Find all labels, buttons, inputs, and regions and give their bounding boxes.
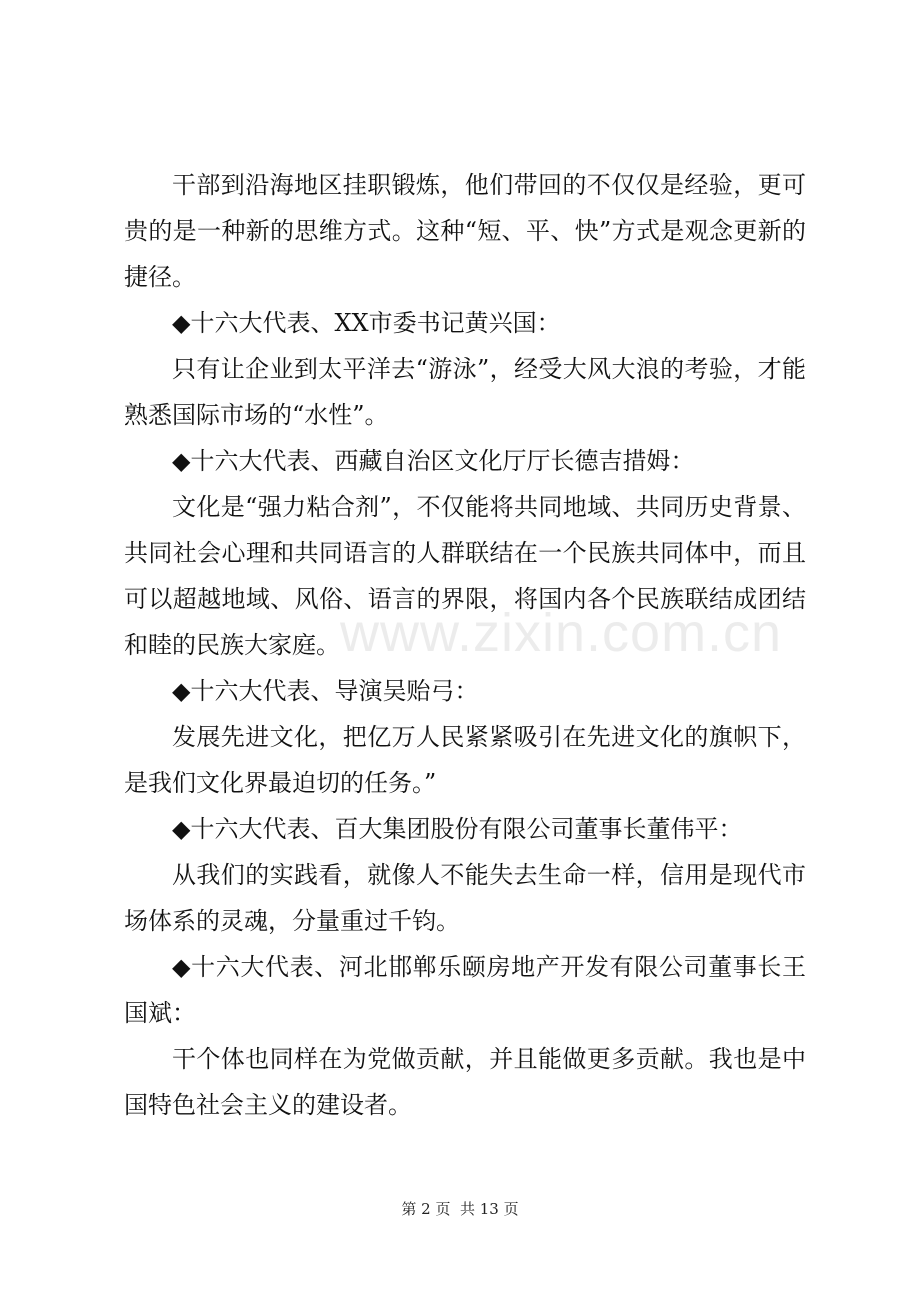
body-paragraph: 干个体也同样在为党做贡献，并且能做更多贡献。我也是中国特色社会主义的建设者。	[124, 1045, 806, 1119]
diamond-bullet-icon: ◆	[172, 815, 191, 843]
speaker-heading	[124, 806, 806, 852]
body-paragraph: 干部到沿海地区挂职锻炼，他们带回的不仅仅是经验，更可贵的是一种新的思维方式。这种“短、平、快”方式是观念更新的捷径。	[124, 171, 806, 291]
document-body	[124, 162, 806, 1128]
body-paragraph: 从我们的实践看，就像人不能失去生命一样，信用是现代市场体系的灵魂，分量重过千钧。	[124, 861, 806, 935]
speaker-heading-text: 十六大代表、XX市委书记黄兴国：	[190, 309, 561, 337]
body-paragraph: 发展先进文化，把亿万人民紧紧吸引在先进文化的旗帜下，是我们文化界最迫切的任务。”	[124, 723, 806, 797]
speaker-heading	[124, 300, 806, 346]
diamond-bullet-icon: ◆	[172, 447, 191, 475]
diamond-bullet-icon: ◆	[172, 953, 192, 981]
body-paragraph: 文化是“强力粘合剂”，不仅能将共同地域、共同历史背景、共同社会心理和共同语言的人群联结在一个民族共同体中，而且可以超越地域、风俗、语言的界限，将国内各个民族联结成团结和睦的民族大家庭。	[124, 493, 806, 659]
body-paragraph: 只有让企业到太平洋去“游泳”，经受大风大浪的考验，才能熟悉国际市场的“水性”。	[124, 355, 806, 429]
speaker-heading	[124, 668, 806, 714]
speaker-heading-text: 十六大代表、西藏自治区文化厅厅长德吉措姆：	[190, 447, 695, 475]
diamond-bullet-icon: ◆	[172, 309, 191, 337]
speaker-heading	[124, 438, 806, 484]
page-footer	[0, 1199, 920, 1219]
page-number-label: 第 2 页 共 13 页	[401, 1200, 519, 1218]
speaker-heading-text: 十六大代表、河北邯郸乐颐房地产开发有限公司董事长王国斌：	[124, 953, 807, 1027]
speaker-heading-text: 十六大代表、导演吴贻弓：	[190, 677, 479, 705]
speaker-heading-text: 十六大代表、百大集团股份有限公司董事长董伟平：	[190, 815, 743, 843]
watermark: www.zixin.com.cn	[340, 603, 783, 663]
diamond-bullet-icon: ◆	[172, 677, 191, 705]
speaker-heading	[124, 944, 806, 1036]
